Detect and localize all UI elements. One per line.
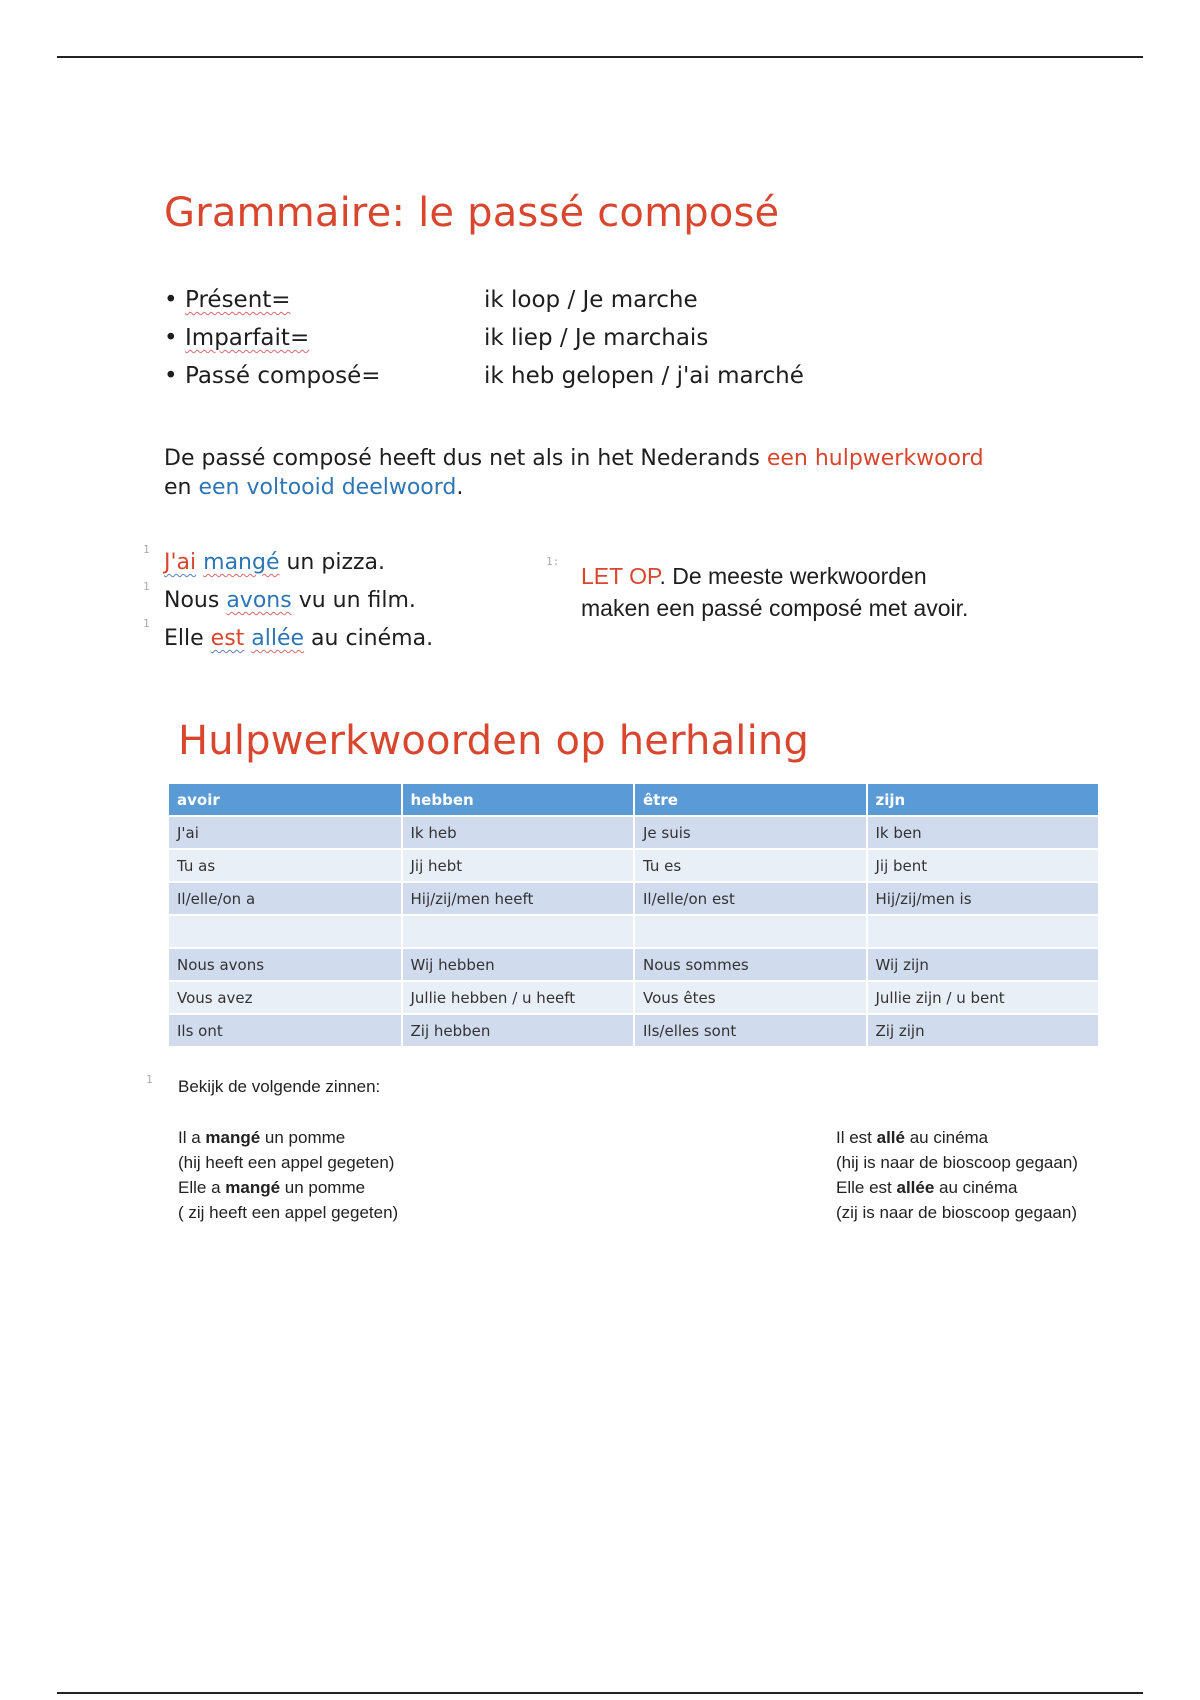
example-bold: mangé xyxy=(205,1128,261,1147)
example-sentence xyxy=(164,550,433,588)
note-box xyxy=(581,560,1001,624)
example-line xyxy=(836,1125,1078,1150)
margin-marker: 1: xyxy=(546,555,560,568)
table-cell: Ils/elles sont xyxy=(634,1014,867,1046)
bullet-icon: • xyxy=(164,287,178,313)
section-title: Hulpwerkwoorden op herhaling xyxy=(178,718,810,764)
example-line xyxy=(178,1175,398,1200)
sentence-rest: au cinéma. xyxy=(304,626,434,651)
example-text: Elle est xyxy=(836,1178,897,1197)
example-line xyxy=(836,1175,1078,1200)
page-title: Grammaire: le passé composé xyxy=(164,190,780,236)
top-rule xyxy=(57,56,1143,58)
para-text: De passé composé heeft dus net als in het Nederands xyxy=(164,446,767,471)
table-cell: Ik ben xyxy=(867,816,1100,849)
example-text: Il est xyxy=(836,1128,877,1147)
example-text: Il a xyxy=(178,1128,206,1147)
table-cell: Nous avons xyxy=(169,948,402,981)
para-highlight-red: een hulpwerkwoord xyxy=(766,446,984,471)
table-cell: Jullie zijn / u bent xyxy=(867,981,1100,1014)
tense-term: Imparfait= xyxy=(185,325,310,351)
table-cell: Ils ont xyxy=(169,1014,402,1046)
para-highlight-blue: een voltooid deelwoord xyxy=(198,475,457,500)
table-cell: Tu as xyxy=(169,849,402,882)
example-line: (hij is naar de bioscoop gegaan) xyxy=(836,1153,1078,1172)
table-header-cell: hebben xyxy=(402,784,635,816)
example-bold: allée xyxy=(896,1178,935,1197)
example-line: (hij heeft een appel gegeten) xyxy=(178,1153,395,1172)
table-cell: Hij/zij/men heeft xyxy=(402,882,635,915)
table-row xyxy=(169,915,1099,948)
table-cell: Zij hebben xyxy=(402,1014,635,1046)
table-cell: Nous sommes xyxy=(634,948,867,981)
table-row xyxy=(169,816,1099,849)
margin-marker: 1 xyxy=(143,580,150,593)
example-sentences xyxy=(164,550,433,664)
aux-verb: avons xyxy=(226,588,292,613)
table-cell: Jij hebt xyxy=(402,849,635,882)
bullet-icon: • xyxy=(164,363,178,389)
tense-term: Présent= xyxy=(185,287,291,313)
example-text: un pomme xyxy=(280,1178,366,1197)
example-sentence xyxy=(164,588,433,626)
example-bold: mangé xyxy=(225,1178,281,1197)
table-cell: Vous êtes xyxy=(634,981,867,1014)
table-cell: Wij zijn xyxy=(867,948,1100,981)
table-cell: J'ai xyxy=(169,816,402,849)
tense-example: ik liep / Je marchais xyxy=(484,325,709,351)
tense-example: ik loop / Je marche xyxy=(484,287,698,313)
example-bold: allé xyxy=(876,1128,905,1147)
table-cell xyxy=(169,915,402,948)
note-text: . De meeste werkwoorden maken een passé composé met avoir. xyxy=(581,563,969,621)
example-sentence xyxy=(164,626,433,664)
sentence-start: Nous xyxy=(164,588,227,613)
auxiliary-verbs-table xyxy=(169,784,1100,1046)
table-header-cell: zijn xyxy=(867,784,1100,816)
table-row xyxy=(169,981,1099,1014)
example-text: au cinéma xyxy=(904,1128,989,1147)
example-block-etre xyxy=(836,1125,1078,1225)
past-participle: allée xyxy=(251,626,305,651)
example-block-avoir xyxy=(178,1125,398,1225)
table-cell xyxy=(402,915,635,948)
bottom-rule xyxy=(57,1692,1143,1694)
table-row xyxy=(169,882,1099,915)
example-line: ( zij heeft een appel gegeten) xyxy=(178,1203,399,1222)
instruction-text: Bekijk de volgende zinnen: xyxy=(178,1077,381,1096)
aux-verb: J'ai xyxy=(164,550,197,575)
example-text: Elle a xyxy=(178,1178,226,1197)
tense-example: ik heb gelopen / j'ai marché xyxy=(484,363,804,389)
table-cell xyxy=(634,915,867,948)
sentence-rest: un pizza. xyxy=(279,550,386,575)
para-text: en xyxy=(164,475,199,500)
table-cell: Tu es xyxy=(634,849,867,882)
table-cell: Zij zijn xyxy=(867,1014,1100,1046)
sentence-start: Elle xyxy=(164,626,211,651)
table-cell: Il/elle/on a xyxy=(169,882,402,915)
note-label: LET OP xyxy=(581,563,660,589)
table-cell: Vous avez xyxy=(169,981,402,1014)
example-text: au cinéma xyxy=(934,1178,1018,1197)
table-row xyxy=(169,948,1099,981)
table-header-cell: être xyxy=(634,784,867,816)
tense-term: Passé composé= xyxy=(185,363,381,389)
past-participle: mangé xyxy=(203,550,280,575)
bullet-icon: • xyxy=(164,325,178,351)
table-cell: Hij/zij/men is xyxy=(867,882,1100,915)
table-cell: Jij bent xyxy=(867,849,1100,882)
aux-verb: est xyxy=(210,626,245,651)
table-row xyxy=(169,849,1099,882)
example-line: (zij is naar de bioscoop gegaan) xyxy=(836,1203,1077,1222)
table-cell: Ik heb xyxy=(402,816,635,849)
table-header-cell: avoir xyxy=(169,784,402,816)
example-text: un pomme xyxy=(260,1128,346,1147)
para-text: . xyxy=(456,475,464,500)
example-line xyxy=(178,1125,398,1150)
sentence-rest: vu un film. xyxy=(291,588,416,613)
explanation-paragraph xyxy=(164,444,1064,502)
margin-marker: 1 xyxy=(143,617,150,630)
table-cell: Jullie hebben / u heeft xyxy=(402,981,635,1014)
table-row xyxy=(169,1014,1099,1046)
table-cell xyxy=(867,915,1100,948)
margin-marker: 1 xyxy=(143,543,150,556)
table-header-row xyxy=(169,784,1099,816)
table-cell: Il/elle/on est xyxy=(634,882,867,915)
table-cell: Wij hebben xyxy=(402,948,635,981)
table-cell: Je suis xyxy=(634,816,867,849)
margin-marker: 1 xyxy=(146,1073,153,1086)
